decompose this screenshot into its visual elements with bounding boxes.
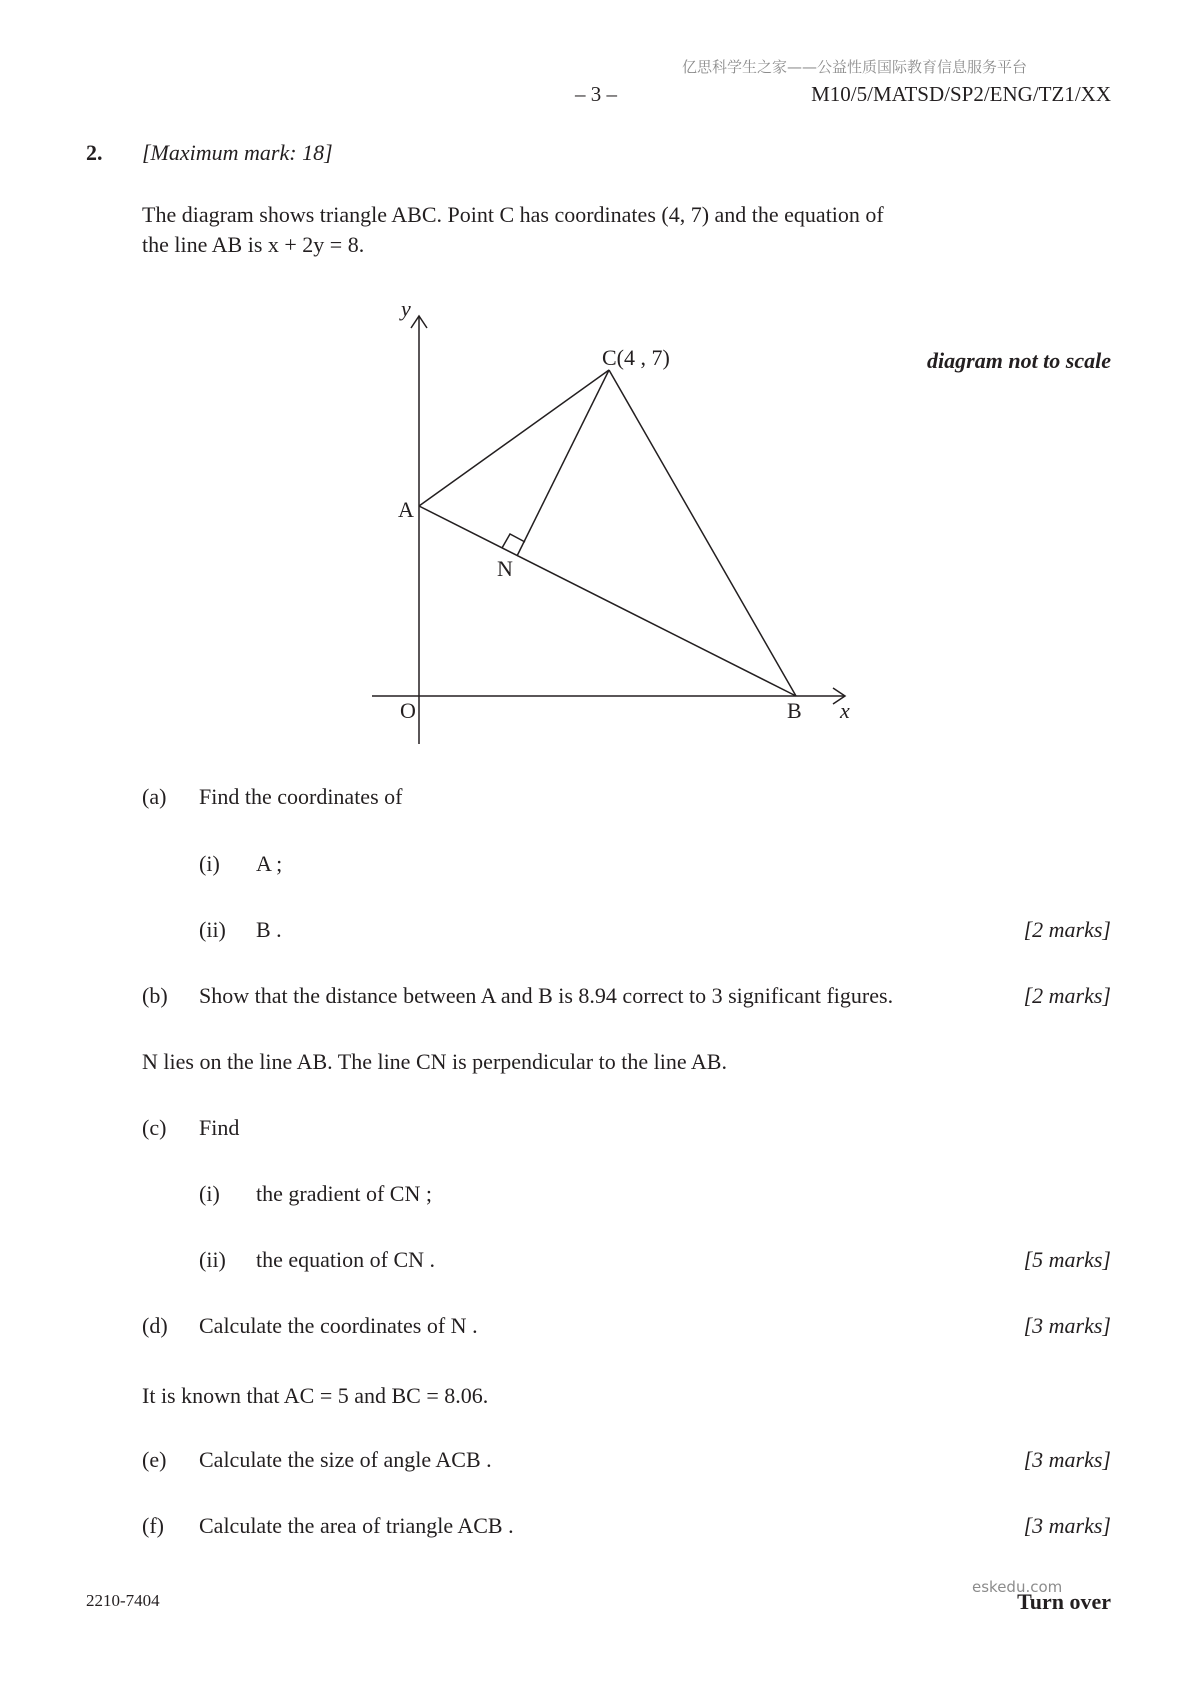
y-axis-label: y [401, 296, 411, 321]
part-c-i-text: the gradient of CN ; [256, 1181, 432, 1206]
part-a-marks: [2 marks] [1023, 917, 1111, 942]
segment-cn [517, 370, 609, 556]
part-c-marks: [5 marks] [1023, 1247, 1111, 1272]
point-c-label: C(4 , 7) [602, 345, 670, 370]
side-ab [419, 506, 796, 696]
part-c-label: (c) [142, 1115, 167, 1140]
diagram-note: diagram not to scale [927, 348, 1111, 373]
part-c-text: Find [199, 1115, 240, 1140]
part-a-i-label: (i) [199, 851, 220, 876]
part-e-label: (e) [142, 1447, 167, 1472]
part-a-i-text: A ; [256, 851, 283, 876]
part-a-ii-text: B . [256, 917, 282, 942]
part-e-marks: [3 marks] [1023, 1447, 1111, 1472]
part-f-label: (f) [142, 1513, 164, 1538]
part-b-marks: [2 marks] [1023, 983, 1111, 1008]
part-f-marks: [3 marks] [1023, 1513, 1111, 1538]
triangle-diagram [0, 0, 1191, 760]
intro-line-2: the line AB is x + 2y = 8. [142, 232, 365, 257]
part-a-label: (a) [142, 784, 167, 809]
statement-ac-bc: It is known that AC = 5 and BC = 8.06. [142, 1383, 489, 1408]
paper-code: M10/5/MATSD/SP2/ENG/TZ1/XX [811, 82, 1111, 106]
part-f-text: Calculate the area of triangle ACB . [199, 1513, 514, 1538]
part-b-text: Show that the distance between A and B is 8.94 correct to 3 significant figures. [199, 983, 894, 1008]
footer-watermark: eskedu.com [972, 1578, 1063, 1596]
page-number: – 3 – [575, 82, 617, 106]
part-d-text: Calculate the coordinates of N . [199, 1313, 478, 1338]
point-b-label: B [787, 698, 802, 723]
part-d-marks: [3 marks] [1023, 1313, 1111, 1338]
turn-over: Turn over [1017, 1589, 1111, 1614]
part-b-label: (b) [142, 983, 168, 1008]
top-watermark: 亿思科学生之家——公益性质国际教育信息服务平台 [682, 58, 1028, 76]
statement-n: N lies on the line AB. The line CN is perpendicular to the line AB. [142, 1049, 727, 1074]
origin-label: O [400, 698, 416, 723]
point-a-label: A [398, 497, 414, 522]
part-a-text: Find the coordinates of [199, 784, 403, 809]
part-c-ii-text: the equation of CN . [256, 1247, 436, 1272]
part-e-text: Calculate the size of angle ACB . [199, 1447, 492, 1472]
intro-line-1: The diagram shows triangle ABC. Point C has coordinates (4, 7) and the equation of [142, 202, 884, 227]
question-number: 2. [86, 140, 103, 165]
x-axis-label: x [840, 698, 850, 723]
point-n-label: N [497, 556, 513, 581]
max-mark: [Maximum mark: 18] [142, 140, 333, 165]
part-d-label: (d) [142, 1313, 168, 1338]
part-c-i-label: (i) [199, 1181, 220, 1206]
side-ac [419, 370, 609, 506]
part-a-ii-label: (ii) [199, 917, 226, 942]
footer-code: 2210-7404 [86, 1591, 160, 1610]
part-c-ii-label: (ii) [199, 1247, 226, 1272]
side-cb [609, 370, 796, 696]
